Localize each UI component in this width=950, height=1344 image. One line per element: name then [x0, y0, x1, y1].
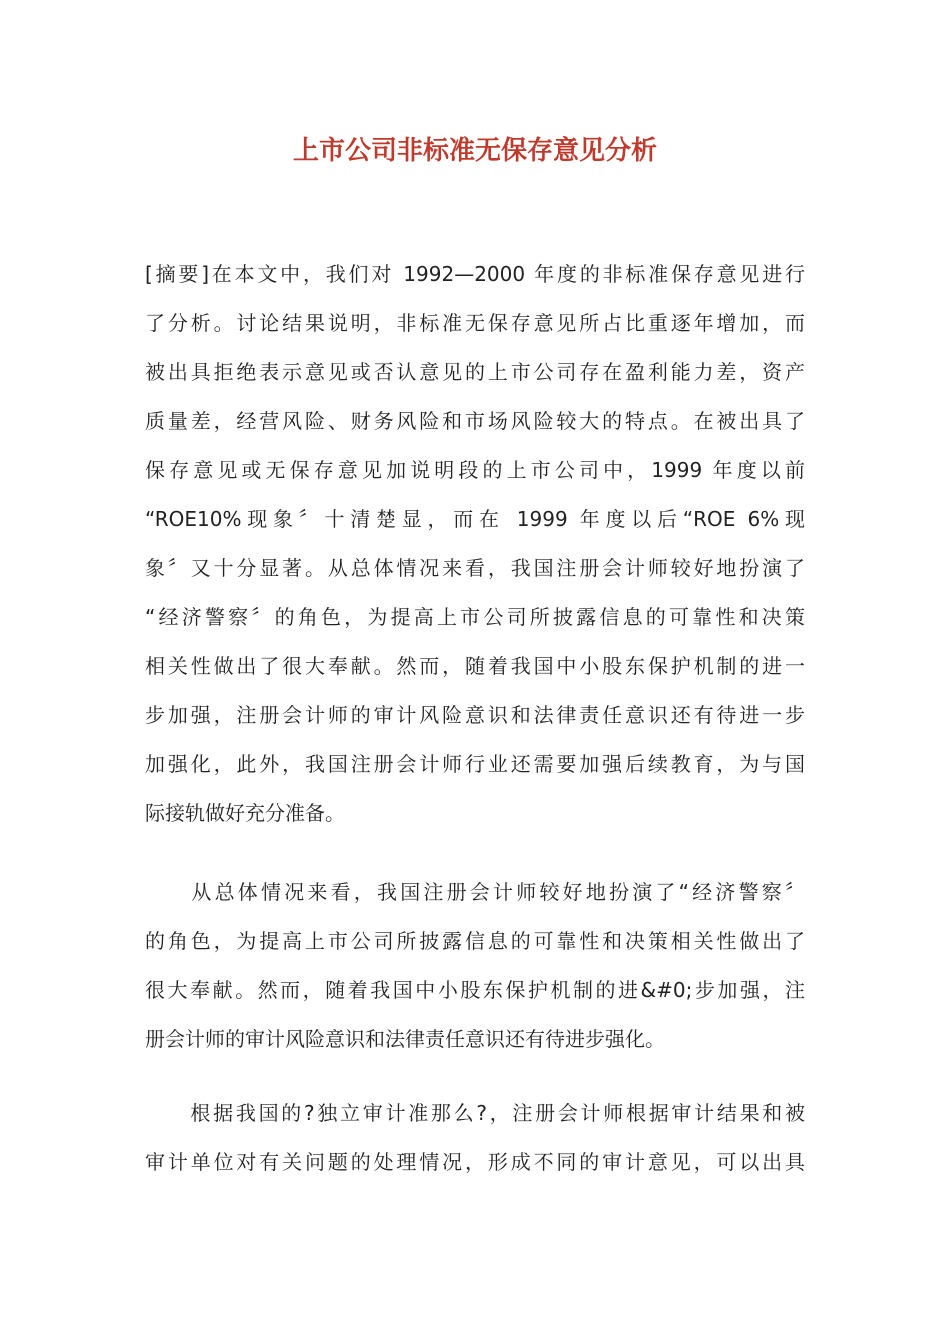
text-line: 根据我国的?独立审计准那么?，注册会计师根据审计结果和被: [145, 1101, 805, 1125]
text-line: 册会计师的审计风险意识和法律责任意识还有待进步强化。: [145, 1027, 665, 1051]
text-line: 步加强，注册会计师的审计风险意识和法律责任意识还有待进一步: [145, 703, 805, 727]
text-line: 很大奉献。然而，随着我国中小股东保护机制的进&#0;步加强，注: [145, 978, 805, 1002]
text-line: 保存意见或无保存意见加说明段的上市公司中，1999 年度以前: [145, 458, 805, 482]
document-title: 上市公司非标准无保存意见分析: [292, 136, 657, 166]
abstract-paragraph: [145, 250, 805, 838]
text-line: 象〞又十分显著。从总体情况来看，我国注册会计师较好地扮演了: [145, 556, 805, 580]
text-line: 际接轨做好充分准备。: [145, 801, 345, 825]
text-line: “经济警察〞的角色，为提高上市公司所披露信息的可靠性和决策: [145, 605, 805, 629]
text-line: 加强化，此外，我国注册会计师行业还需要加强后续教育，为与国: [145, 752, 805, 776]
body-paragraph: [145, 1089, 805, 1187]
text-line: 被出具拒绝表示意见或否认意见的上市公司存在盈利能力差，资产: [145, 360, 805, 384]
text-line: [摘要]在本文中，我们对 1992—2000 年度的非标准保存意见进行: [145, 262, 805, 286]
text-line: 审计单位对有关问题的处理情况，形成不同的审计意见，可以出具: [145, 1150, 805, 1174]
text-line: 了分析。讨论结果说明，非标准无保存意见所占比重逐年增加，而: [145, 311, 805, 335]
text-line: 的角色，为提高上市公司所披露信息的可靠性和决策相关性做出了: [145, 929, 805, 953]
text-line: 从总体情况来看，我国注册会计师较好地扮演了“经济警察〞: [145, 880, 805, 904]
text-line: “ROE10%现象〞十清楚显，而在 1999 年度以后“ROE 6%现: [145, 507, 805, 531]
text-line: 质量差，经营风险、财务风险和市场风险较大的特点。在被出具了: [145, 409, 805, 433]
body-paragraph: [145, 868, 805, 1064]
text-line: 相关性做出了很大奉献。然而，随着我国中小股东保护机制的进一: [145, 654, 805, 678]
